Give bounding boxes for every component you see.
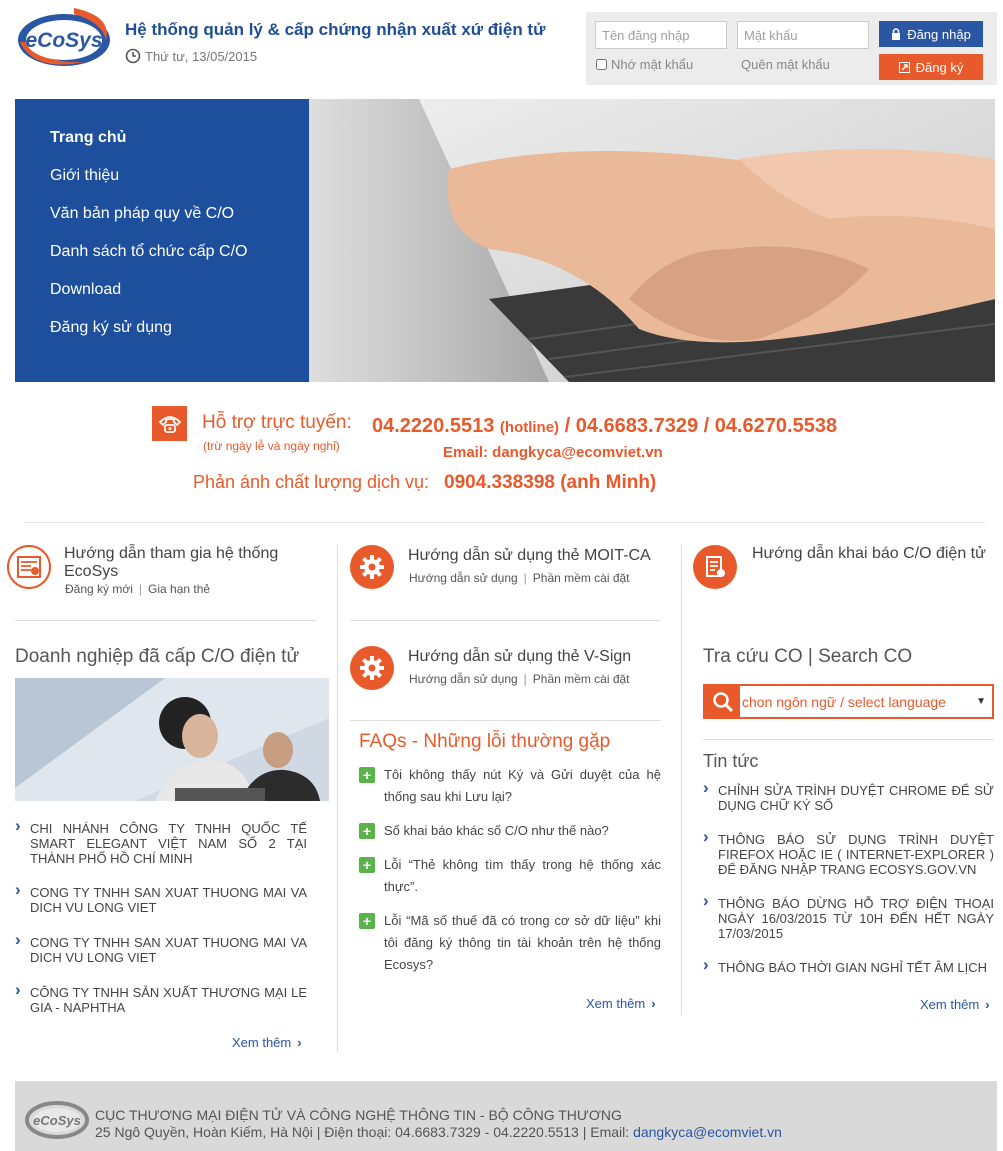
remember-label: Nhớ mật khẩu xyxy=(611,57,694,72)
plus-icon: + xyxy=(359,913,375,929)
external-link-icon xyxy=(899,62,910,73)
guide-ecosys-links: Đăng ký mới | Gia hạn thẻ xyxy=(65,582,211,596)
plus-icon: + xyxy=(359,767,375,783)
company-item[interactable]: › CONG TY TNHH SAN XUAT THUONG MAI VA DICH VU LONG VIET xyxy=(15,935,307,965)
renew-card-link[interactable]: Gia hạn thẻ xyxy=(148,582,211,596)
site-logo[interactable] xyxy=(14,2,114,72)
remember-checkbox[interactable] xyxy=(596,59,607,70)
guide-vsign-title[interactable]: Hướng dẫn sử dụng thẻ V-Sign xyxy=(408,648,632,665)
guide-moitca-title[interactable]: Hướng dẫn sử dụng thẻ MOIT-CA xyxy=(408,547,651,564)
nav-item-download[interactable]: Download xyxy=(50,281,122,298)
footer-logo xyxy=(25,1096,89,1142)
nav-item-regulations[interactable]: Văn bản pháp quy về C/O xyxy=(50,205,235,222)
see-more-label: Xem thêm xyxy=(586,996,646,1011)
language-select-value: chon ngôn ngữ / select language xyxy=(742,693,946,710)
chevron-right-icon: › xyxy=(985,997,990,1012)
companies-title: Doanh nghiệp đã cấp C/O điện tử xyxy=(15,646,300,667)
password-input[interactable] xyxy=(737,21,869,49)
remember-me[interactable] xyxy=(596,57,693,72)
divider xyxy=(350,720,661,721)
news-item[interactable]: › THÔNG BÁO DỪNG HỖ TRỢ ĐIỆN THOẠI NGÀY 16/03/2015 TỪ 10H ĐẾN HẾT NGÀY 17/03/2015 xyxy=(703,896,994,941)
company-item[interactable]: › CONG TY TNHH SAN XUAT THUONG MAI VA DICH VU LONG VIET xyxy=(15,885,307,915)
search-button[interactable] xyxy=(705,686,740,717)
nav-item-issuers[interactable]: Danh sách tổ chức cấp C/O xyxy=(50,243,248,260)
search-icon xyxy=(712,691,734,713)
guide-ecosys-title[interactable]: Hướng dẫn tham gia hệ thống EcoSys xyxy=(64,545,279,580)
news-item[interactable]: › THÔNG BÁO SỬ DỤNG TRÌNH DUYỆT FIREFOX HOẶC IE ( INTERNET-EXPLORER ) ĐỂ ĐĂNG NHẬP TRANG ECOSYS.GOV.VN xyxy=(703,832,994,877)
company-item[interactable]: › CÔNG TY TNHH SẢN XUẤT THƯƠNG MẠI LE GIA - NAPHTHA xyxy=(15,985,307,1015)
companies-see-more[interactable] xyxy=(232,1035,302,1050)
column-divider xyxy=(337,545,338,1052)
company-item[interactable]: › CHI NHÁNH CÔNG TY TNHH QUỐC TẾ SMART ELEGANT VIỆT NAM SỐ 2 TẠI THÀNH PHỐ HỒ CHÍ MINH xyxy=(15,821,307,866)
login-panel xyxy=(586,12,997,85)
gear-icon xyxy=(350,646,394,690)
form-icon xyxy=(693,545,737,589)
support-email: Email: dangkyca@ecomviet.vn xyxy=(443,444,663,461)
nav-item-home[interactable]: Trang chủ xyxy=(50,129,127,146)
login-label: Đăng nhập xyxy=(907,26,971,42)
faq-question: Lỗi “Thẻ không tìm thấy trong hệ thống xác thực”. xyxy=(384,857,661,894)
faq-item[interactable] xyxy=(359,913,661,976)
username-input[interactable] xyxy=(595,21,727,49)
faq-question: Tôi không thấy nút Ký và Gửi duyệt của hệ thống sau khi Lưu lại? xyxy=(384,767,661,804)
news-item[interactable]: › THÔNG BÁO THỜI GIAN NGHỈ TẾT ÂM LỊCH xyxy=(703,960,994,975)
divider xyxy=(15,620,317,621)
new-registration-link[interactable]: Đăng ký mới xyxy=(65,582,133,596)
forgot-password-link[interactable]: Quên mật khẩu xyxy=(741,57,830,72)
faq-question: Lỗi “Mã số thuế đã có trong cơ sở dữ liệu” khi tôi đăng ký thông tin tài khoản trên hệ thống Ecosys? xyxy=(384,913,661,972)
quality-phone: 0904.338398 (anh Minh) xyxy=(444,472,657,493)
nav-item-about[interactable]: Giới thiệu xyxy=(50,167,120,184)
clock-icon xyxy=(125,48,141,64)
register-label: Đăng ký xyxy=(915,59,964,75)
usage-guide-link[interactable]: Hướng dẫn sử dụng xyxy=(409,571,518,585)
chevron-right-icon: › xyxy=(297,1035,302,1050)
search-co-box xyxy=(703,684,994,719)
divider xyxy=(350,620,661,621)
login-button[interactable] xyxy=(879,21,983,47)
nav-item-signup[interactable]: Đăng ký sử dụng xyxy=(50,319,172,336)
faq-title: FAQs - Những lỗi thường gặp xyxy=(359,731,611,752)
guide-moitca-links: Hướng dẫn sử dụng | Phần mềm cài đặt xyxy=(409,571,630,585)
caret-down-icon: ▼ xyxy=(976,696,986,707)
other-phones: / 04.6683.7329 / 04.6270.5538 xyxy=(564,415,838,437)
companies-list xyxy=(15,821,307,1015)
usage-guide-link[interactable]: Hướng dẫn sử dụng xyxy=(409,672,518,686)
phone-icon xyxy=(152,406,187,441)
register-button[interactable] xyxy=(879,54,983,80)
see-more-label: Xem thêm xyxy=(920,997,980,1012)
gear-icon xyxy=(350,545,394,589)
guide-declare-title[interactable]: Hướng dẫn khai báo C/O điện tử xyxy=(752,545,986,562)
hotline-phone: 04.2220.5513 xyxy=(372,415,495,437)
news-list xyxy=(703,783,994,975)
hero-banner xyxy=(15,99,995,382)
news-title: Tin tức xyxy=(703,751,759,771)
hero-image xyxy=(309,99,995,382)
plus-icon: + xyxy=(359,823,375,839)
language-select[interactable] xyxy=(740,686,992,717)
news-item[interactable]: › CHỈNH SỬA TRÌNH DUYỆT CHROME ĐỂ SỬ DỤNG CHỮ KÝ SỐ xyxy=(703,783,994,813)
footer-logo-text: eCoSys xyxy=(33,1113,81,1128)
news-see-more[interactable] xyxy=(920,997,990,1012)
plus-icon: + xyxy=(359,857,375,873)
faq-item[interactable] xyxy=(359,823,661,842)
see-more-label: Xem thêm xyxy=(232,1035,292,1050)
support-label: Hỗ trợ trực tuyến: xyxy=(202,412,352,433)
site-title: Hệ thống quản lý & cấp chứng nhận xuất xứ điện tử xyxy=(125,20,546,39)
divider xyxy=(703,739,994,740)
current-date xyxy=(125,48,257,64)
footer-contact xyxy=(95,1124,782,1140)
logo-text: eCoSys xyxy=(25,29,103,52)
faq-question: Số khai báo khác số C/O như thế nào? xyxy=(384,823,609,838)
faq-item[interactable] xyxy=(359,857,661,898)
lock-icon xyxy=(891,28,901,40)
footer xyxy=(15,1081,997,1151)
footer-org: CỤC THƯƠNG MẠI ĐIỆN TỬ VÀ CÔNG NGHỆ THÔNG TIN - BỘ CÔNG THƯƠNG xyxy=(95,1107,622,1123)
faq-item[interactable] xyxy=(359,767,661,808)
column-divider xyxy=(681,545,682,1015)
company-image xyxy=(15,678,329,801)
support-note: (trừ ngày lễ và ngày nghỉ) xyxy=(203,439,340,453)
hotline-tag: (hotline) xyxy=(499,419,560,436)
footer-address: 25 Ngô Quyền, Hoàn Kiếm, Hà Nội | Điện thoại: 04.6683.7329 - 04.2220.5513 | Email: xyxy=(95,1124,630,1140)
quality-label: Phản ánh chất lượng dịch vụ: xyxy=(193,472,430,492)
guide-vsign-links: Hướng dẫn sử dụng | Phần mềm cài đặt xyxy=(409,672,630,686)
document-icon xyxy=(7,545,51,589)
footer-email-link[interactable]: dangkyca@ecomviet.vn xyxy=(633,1124,782,1140)
faq-see-more[interactable] xyxy=(586,996,656,1011)
date-text: Thứ tư, 13/05/2015 xyxy=(145,48,258,64)
chevron-right-icon: › xyxy=(651,996,656,1011)
search-title: Tra cứu CO | Search CO xyxy=(703,646,913,667)
hotline-numbers xyxy=(372,415,837,438)
divider xyxy=(25,522,985,523)
main-nav xyxy=(15,99,309,382)
install-software-link[interactable]: Phần mềm cài đặt xyxy=(532,571,630,585)
install-software-link[interactable]: Phần mềm cài đặt xyxy=(532,672,630,686)
